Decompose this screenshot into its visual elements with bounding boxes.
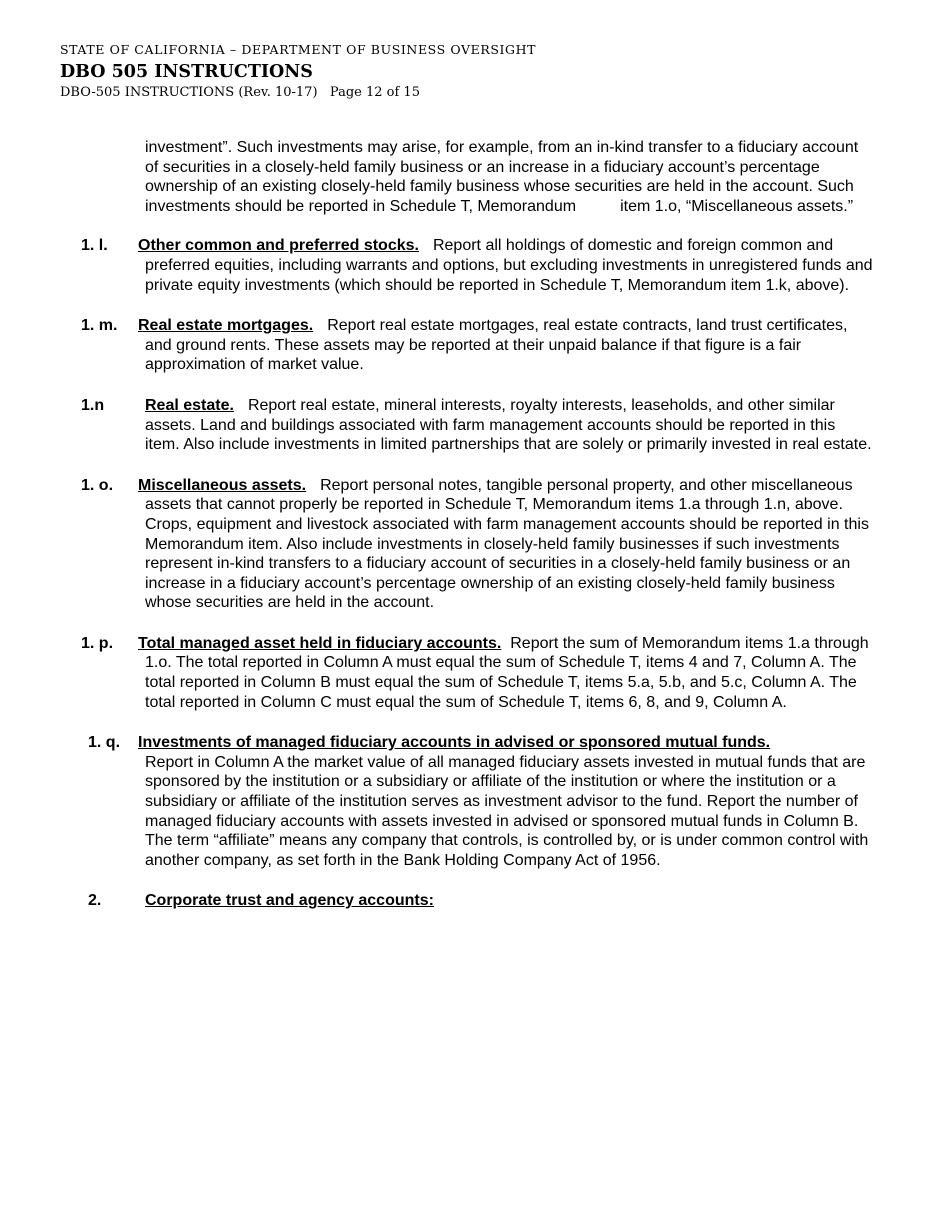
section-heading: Total managed asset held in fiduciary accounts. bbox=[138, 634, 502, 652]
section-text: Report real estate mortgages, real estate contracts, land trust certificates, and ground rents. These assets may be reported at their unpaid balance if that figure is a fair approximation of market value. bbox=[145, 317, 848, 374]
section-number: 1. l. bbox=[81, 237, 108, 255]
section-heading: Investments of managed fiduciary accounts in advised or sponsored mutual funds. bbox=[138, 734, 771, 752]
section-number: 1. o. bbox=[81, 476, 114, 494]
section-number: 1. p. bbox=[81, 634, 114, 652]
document-title: DBO 505 INSTRUCTIONS bbox=[60, 62, 313, 82]
section-heading: Miscellaneous assets. bbox=[138, 476, 307, 494]
section-1o bbox=[81, 476, 873, 613]
document-body bbox=[0, 138, 950, 932]
agency-name: STATE OF CALIFORNIA – DEPARTMENT OF BUSINESS OVERSIGHT bbox=[60, 42, 537, 57]
section-number: 1. m. bbox=[81, 317, 118, 335]
section-1p bbox=[81, 634, 873, 712]
page-header bbox=[60, 42, 536, 101]
section-1q bbox=[88, 733, 873, 870]
section-text: Report all holdings of domestic and foreign common and preferred equities, including warrants and options, but excluding investments in unregistered funds and private equity investments (which should be reported in Schedule T, Memorandum item 1.k, above). bbox=[145, 237, 873, 294]
section-1l bbox=[81, 236, 873, 295]
section-heading: Real estate. bbox=[145, 396, 234, 414]
section-heading: Other common and preferred stocks. bbox=[138, 237, 419, 255]
section-number: 1.n bbox=[81, 396, 105, 414]
page-number: Page 12 of 15 bbox=[329, 85, 420, 100]
section-1m bbox=[81, 316, 873, 375]
section-heading: Real estate mortgages. bbox=[138, 317, 314, 335]
section-2 bbox=[88, 891, 873, 911]
section-heading: Corporate trust and agency accounts: bbox=[145, 892, 434, 910]
intro-text-end: item 1.o, “Miscellaneous assets.” bbox=[620, 197, 854, 215]
intro-text: investment”. Such investments may arise, for example, from an in-kind transfer to a fiduciary account of securities in a closely-held family business or an increase in a fiduciary account’s percentage ownership of an existing closely-held family business whose securities are held in the account. Such investments should be reported in Schedule T, Memorandum bbox=[145, 139, 859, 215]
section-number: 1. q. bbox=[88, 734, 121, 752]
revision-line bbox=[60, 84, 536, 101]
section-text: Report real estate, mineral interests, royalty interests, leaseholds, and other similar assets. Land and buildings associated with farm management accounts should be reported in this item. Also include investments in limited partnerships that are solely or primarily invested in real estate. bbox=[145, 396, 872, 454]
continued-paragraph bbox=[145, 138, 873, 216]
revision-label: DBO-505 INSTRUCTIONS (Rev. 10-17) bbox=[60, 85, 318, 100]
section-1n bbox=[81, 396, 873, 455]
section-text: Report personal notes, tangible personal property, and other miscellaneous assets that cannot properly be reported in Schedule T, Memorandum items 1.a through 1.n, above. Crops, equipment and livestock associated with farm management accounts should be reported in this Memorandum item. Also include investments in closely-held family businesses if such investments represent in-kind transfers to a fiduciary account of securities in a closely-held family business or an increase in a fiduciary account’s percentage ownership of an existing closely-held family business whose securities are held in the account. bbox=[145, 476, 869, 612]
section-number: 2. bbox=[88, 892, 102, 910]
section-text: Report in Column A the market value of all managed fiduciary assets invested in mutual funds that are sponsored by the institution or a subsidiary or affiliate of the institution or where the institution or a subsidiary or affiliate of the institution serves as investment advisor to the fund. Report the number of managed fiduciary accounts with assets invested in advised or sponsored mutual funds in Column B. The term “affiliate” means any company that controls, is controlled by, or is under common control with another company, as set forth in the Bank Holding Company Act of 1956. bbox=[145, 753, 869, 869]
section-text: Report the sum of Memorandum items 1.a through 1.o. The total reported in Column A must equal the sum of Schedule T, items 4 and 7, Column A. The total reported in Column B must equal the sum of Schedule T, items 5.a, 5.b, and 5.c, Column A. The total reported in Column C must equal the sum of Schedule T, items 6, 8, and 9, Column A. bbox=[145, 634, 869, 711]
